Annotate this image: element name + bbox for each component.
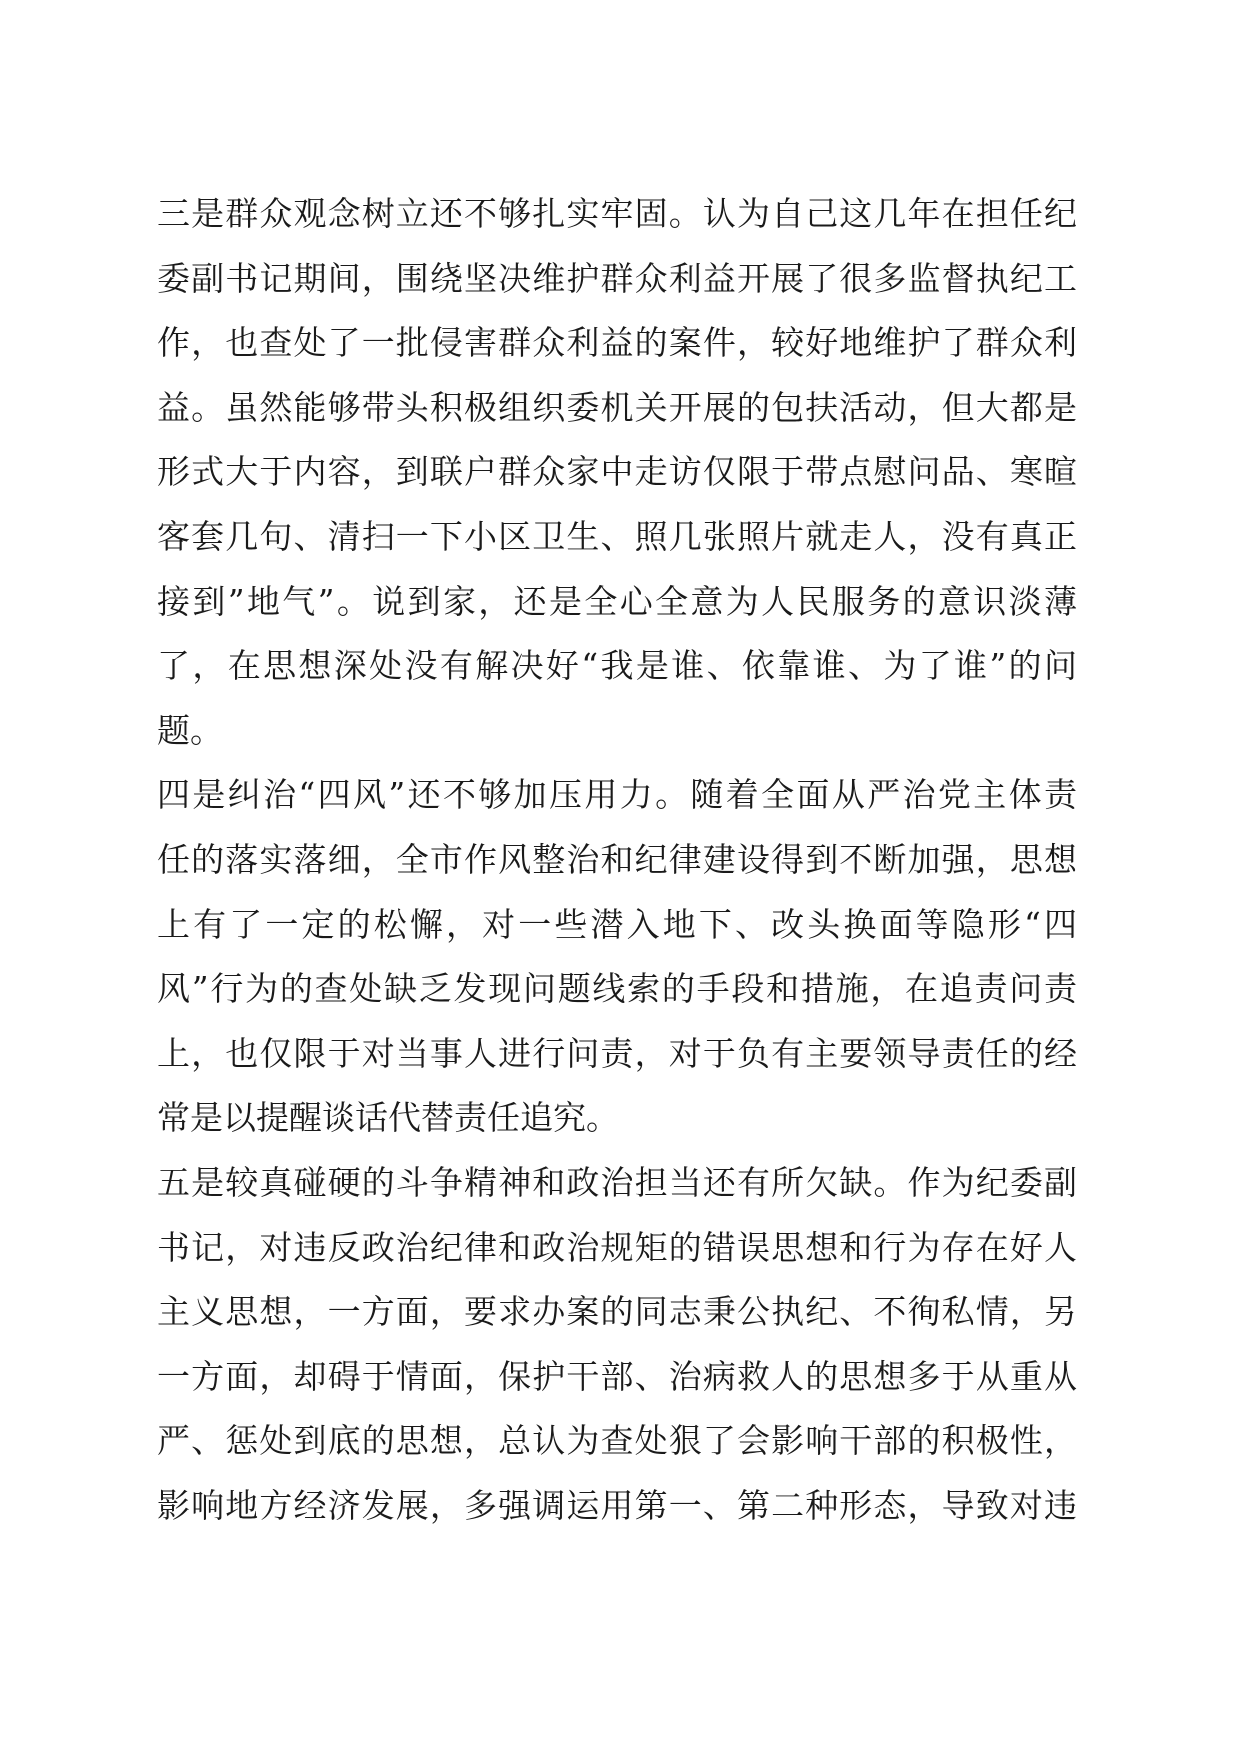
text-line: 书记，对违反政治纪律和政治规矩的错误思想和行为存在好人 xyxy=(157,1227,1077,1267)
paragraph-fighting-spirit xyxy=(157,1151,1077,1539)
document-body xyxy=(157,182,1077,1538)
text-line: 上，也仅限于对当事人进行问责，对于负有主要领导责任的经 xyxy=(157,1033,1077,1073)
text-line: 四是纠治“四风”还不够加压用力。随着全面从严治党主体责 xyxy=(157,775,1077,815)
paragraph-mass-line-concept xyxy=(157,182,1077,763)
text-line: 主义思想，一方面，要求办案的同志秉公执纪、不徇私情，另 xyxy=(157,1292,1077,1332)
paragraph-four-winds xyxy=(157,763,1077,1151)
text-line: 常是以提醒谈话代替责任追究。 xyxy=(157,1098,619,1138)
text-line: 五是较真碰硬的斗争精神和政治担当还有所欠缺。作为纪委副 xyxy=(157,1162,1077,1202)
text-line: 接到”地气”。说到家，还是全心全意为人民服务的意识淡薄 xyxy=(157,581,1077,621)
text-line: 委副书记期间，围绕坚决维护群众利益开展了很多监督执纪工 xyxy=(157,258,1077,298)
text-line: 影响地方经济发展，多强调运用第一、第二种形态，导致对违 xyxy=(157,1485,1077,1525)
text-line: 严、惩处到底的思想，总认为查处狠了会影响干部的积极性， xyxy=(157,1421,1077,1461)
text-line: 作，也查处了一批侵害群众利益的案件，较好地维护了群众利 xyxy=(157,323,1077,363)
text-line: 上有了一定的松懈，对一些潜入地下、改头换面等隐形“四 xyxy=(157,904,1077,944)
text-line: 题。 xyxy=(157,710,223,750)
text-line: 三是群众观念树立还不够扎实牢固。认为自己这几年在担任纪 xyxy=(157,194,1077,233)
text-line: 任的落实落细，全市作风整治和纪律建设得到不断加强，思想 xyxy=(157,839,1077,879)
text-line: 一方面，却碍于情面，保护干部、治病救人的思想多于从重从 xyxy=(157,1356,1077,1396)
text-line: 客套几句、清扫一下小区卫生、照几张照片就走人，没有真正 xyxy=(157,516,1077,556)
text-line: 风”行为的查处缺乏发现问题线索的手段和措施，在追责问责 xyxy=(157,969,1077,1009)
text-line: 了，在思想深处没有解决好“我是谁、依靠谁、为了谁”的问 xyxy=(157,646,1077,686)
text-line: 形式大于内容，到联户群众家中走访仅限于带点慰问品、寒暄 xyxy=(157,452,1077,492)
text-line: 益。虽然能够带头积极组织委机关开展的包扶活动，但大都是 xyxy=(157,387,1077,427)
